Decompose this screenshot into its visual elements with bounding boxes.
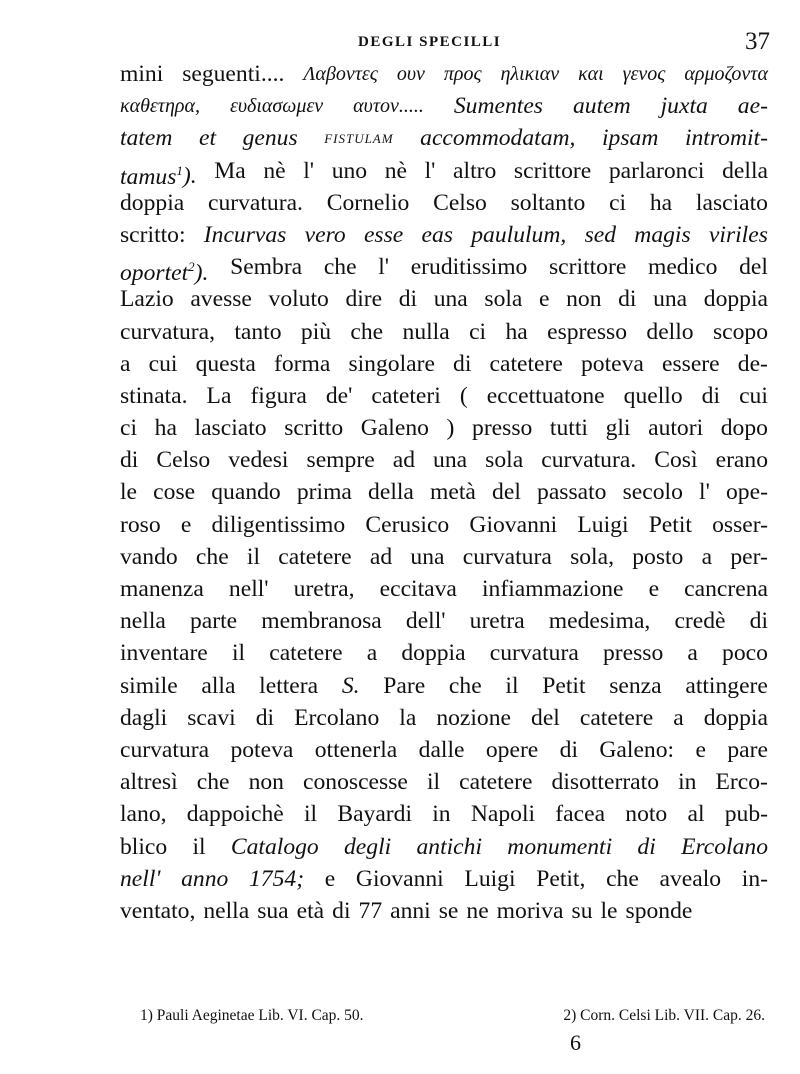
word: passato [537, 479, 607, 506]
word: de- [737, 350, 768, 377]
word: Così [654, 447, 698, 474]
word: più [300, 318, 332, 345]
word: avesse [190, 286, 252, 313]
word: non [248, 769, 284, 796]
word: scritto [284, 415, 344, 442]
running-head: DEGLI SPECILLI [358, 34, 502, 50]
word: eccettuatone [486, 382, 605, 409]
word: dalle [418, 736, 465, 763]
word: del [492, 479, 521, 506]
word: Celso [156, 447, 211, 474]
word: l' [424, 157, 436, 184]
text-line [120, 380, 768, 412]
text-line [120, 863, 768, 895]
word: del [531, 704, 560, 731]
word: che [195, 543, 229, 570]
word: cui [148, 350, 178, 377]
text-line [120, 122, 768, 154]
word: il [505, 672, 519, 699]
word: in [678, 769, 697, 796]
word: infiammazione [482, 576, 624, 602]
word: attingere [685, 672, 768, 699]
word: disotterrato [551, 769, 659, 796]
word: προς [443, 63, 482, 85]
word: ευδιασωμεν [229, 95, 324, 118]
word: che [448, 672, 482, 699]
word: opere [485, 736, 539, 763]
word: seguenti.... [182, 61, 285, 87]
text-line [120, 251, 768, 286]
word: figura [250, 382, 307, 409]
word: e [695, 736, 706, 763]
word: avealo [659, 865, 722, 892]
page-number: 37 [745, 28, 770, 55]
text-line [120, 637, 768, 669]
text-line [120, 509, 768, 541]
word: juxta [660, 93, 708, 120]
word: della [368, 479, 414, 506]
word: doppia [703, 286, 768, 313]
word: tanto [234, 318, 282, 345]
text-line [120, 476, 768, 508]
word: di [332, 897, 351, 924]
word: e [180, 511, 192, 538]
word: Bayardi [337, 801, 413, 828]
word: Galeno [360, 415, 429, 442]
word: 77 [358, 897, 383, 924]
word: curvatura [120, 736, 210, 763]
word: lasciato [194, 415, 267, 442]
text-line [120, 316, 768, 348]
word: che [323, 254, 357, 281]
word: anno [181, 865, 229, 892]
word: poco [722, 640, 768, 667]
word: roso [120, 511, 161, 538]
word: sponde [625, 897, 693, 924]
word: Cornelio [326, 189, 410, 216]
word: ha [505, 318, 528, 345]
word: scavi [187, 704, 236, 731]
word: parlaronci [608, 157, 705, 184]
word: Incurvas [203, 221, 287, 248]
word: cose [153, 479, 196, 506]
word: il [303, 801, 318, 828]
word: e [539, 286, 550, 313]
word: Napoli [470, 801, 536, 828]
word: età [296, 897, 325, 924]
word: curvatura [462, 543, 552, 570]
word: eruditissimo [410, 254, 528, 281]
word: lettera [259, 672, 319, 699]
word: su [571, 897, 593, 924]
word: genus [242, 125, 298, 152]
word: medico [647, 254, 718, 281]
text-line [120, 283, 768, 315]
word: sola, [570, 543, 614, 570]
word: sola [485, 447, 524, 474]
word: di [120, 447, 139, 474]
word: uretra, [293, 576, 355, 602]
word: tatem [120, 125, 173, 152]
word: che [196, 769, 230, 796]
word: Erco- [715, 769, 768, 796]
word: autem [572, 93, 631, 120]
word: Sumentes [453, 93, 543, 120]
word: nell' [120, 865, 161, 892]
word: curvatura. [207, 189, 303, 216]
word: soltanto [510, 189, 586, 216]
text-line [120, 541, 768, 573]
word: inventare [120, 640, 208, 667]
word: conoscesse [303, 769, 408, 796]
word: manenza [120, 576, 204, 602]
word: ). [182, 163, 197, 190]
word: che [350, 318, 384, 345]
word: voluto [268, 286, 329, 313]
text-line [120, 798, 768, 830]
word: blico [120, 833, 168, 860]
word: ae- [737, 93, 768, 120]
word: monumenti [507, 833, 613, 860]
word: lano, [120, 801, 167, 828]
word: ipsam [602, 125, 659, 152]
word: Luigi [577, 511, 629, 538]
signature-mark: 6 [570, 1030, 581, 1055]
text-line [120, 412, 768, 444]
word: nulla [402, 318, 450, 345]
word: moriva [496, 897, 564, 924]
word: dell' [405, 608, 446, 635]
word: di [749, 608, 768, 635]
word: Sembra [230, 254, 303, 281]
word: curvatura [489, 640, 579, 667]
word: nè [263, 157, 286, 184]
word: ουν [396, 63, 425, 85]
word: vedesi [228, 447, 289, 474]
word: a [701, 543, 713, 570]
footnote-ref: 2 [188, 259, 195, 275]
word: La [206, 382, 232, 409]
word: tutti [549, 415, 588, 442]
word: il [231, 640, 246, 667]
word: oportet$^2$). [120, 251, 208, 283]
word: simile [120, 672, 178, 699]
word: pub- [724, 801, 768, 828]
word: Ercolano [294, 704, 380, 731]
word: αυτον..... [353, 95, 424, 118]
word: intromit- [684, 125, 768, 152]
word: tamus$^1$). [120, 155, 197, 187]
word: alla [201, 672, 236, 699]
word: Pare [383, 672, 426, 699]
word: stinata. [120, 382, 188, 409]
word: Lazio [120, 286, 174, 313]
word: non [566, 286, 602, 313]
text-line [120, 605, 768, 637]
word: gli [605, 415, 631, 442]
footnote-1: 1) Pauli Aeginetae Lib. VI. Cap. 50. [140, 1007, 364, 1024]
word: Giovanni [469, 511, 558, 538]
word: di [559, 736, 579, 763]
word: ope- [726, 479, 768, 506]
word: il [192, 833, 206, 860]
word: una [653, 286, 688, 313]
word: poteva [580, 350, 644, 377]
word: Cerusico [365, 511, 450, 538]
word: nè [384, 157, 407, 184]
word: ha [649, 189, 673, 216]
word: altro [453, 157, 497, 184]
word: della [722, 157, 768, 184]
word: lasciato [695, 189, 768, 216]
word: ad [369, 543, 393, 570]
word: ad [392, 447, 415, 474]
word: autori [648, 415, 704, 442]
word: a [673, 704, 684, 731]
word: Giovanni [355, 865, 444, 892]
word: le [600, 897, 618, 924]
word: catetere [489, 350, 563, 377]
word: cateteri [371, 382, 441, 409]
word: una [410, 543, 445, 570]
word: ηλικιαν [500, 63, 560, 85]
word: metà [430, 479, 476, 506]
word: viriles [708, 221, 768, 248]
text-line [120, 155, 768, 190]
word: l' [699, 479, 710, 506]
word: di [701, 382, 721, 409]
text-line [120, 573, 768, 605]
word: ). [194, 259, 209, 286]
word: Petit [542, 672, 586, 699]
word: vero [304, 221, 346, 248]
word: dagli [120, 704, 168, 731]
word: sua [257, 897, 289, 924]
word: in [432, 801, 451, 828]
word: ventato, [120, 897, 196, 924]
word: il [246, 543, 261, 570]
word: osser- [712, 511, 768, 538]
word: anni [390, 897, 431, 924]
word: uretra [469, 608, 525, 635]
word: καθετηρα, [120, 95, 200, 118]
word: mini [120, 61, 164, 87]
word: doppia [401, 640, 466, 667]
word: poteva [230, 736, 294, 763]
word: catetere [278, 543, 352, 570]
word: sed [584, 221, 617, 248]
word: nell' [228, 576, 269, 602]
word: γενος [622, 63, 666, 85]
word: altresì [120, 769, 178, 796]
text-line [120, 670, 768, 702]
word: Catalogo [230, 833, 319, 860]
text-line [120, 187, 768, 219]
word: αρμοζοντα [684, 63, 768, 85]
word: et [198, 125, 217, 152]
body-text [120, 58, 768, 927]
word: a [120, 350, 131, 377]
word: credè [674, 608, 726, 635]
word: nella [120, 608, 166, 635]
word: pare [727, 736, 768, 763]
text-line [120, 702, 768, 734]
word: catetere [459, 769, 533, 796]
footnotes [140, 1007, 765, 1025]
word: a [687, 640, 698, 667]
word: esse [363, 221, 404, 248]
word: espresso [547, 318, 628, 345]
word: dappoichè [186, 801, 284, 828]
word: Ercolano [681, 833, 768, 860]
word: dire [345, 286, 383, 313]
word: di [255, 704, 275, 731]
text-line [120, 58, 768, 90]
word: posto [632, 543, 684, 570]
word: una [433, 286, 468, 313]
word: la [399, 704, 417, 731]
word: curvatura. [541, 447, 637, 474]
word: e [648, 576, 660, 602]
word: fistulam [324, 127, 394, 149]
word: l' [378, 254, 390, 281]
word: ci [609, 189, 627, 216]
word: cui [739, 382, 768, 409]
word: και [578, 63, 604, 85]
word: una [433, 447, 468, 474]
word: scrittore [513, 157, 592, 184]
word: uno [331, 157, 368, 184]
word: di [637, 833, 656, 860]
word: forma [273, 350, 331, 377]
word: degli [344, 833, 392, 860]
word: catetere [269, 640, 343, 667]
word: dopo [720, 415, 768, 442]
word: Galeno: [599, 736, 675, 763]
word: facea [555, 801, 606, 828]
word: membranosa [261, 608, 382, 635]
word: ci [120, 415, 138, 442]
word: di [398, 286, 418, 313]
word: al [687, 801, 705, 828]
word: presso [602, 640, 664, 667]
text-line [120, 734, 768, 766]
word: Luigi [464, 865, 516, 892]
word: presso [472, 415, 533, 442]
word: a [366, 640, 378, 667]
text-line [120, 348, 768, 380]
word: secolo [622, 479, 683, 506]
word: ci [469, 318, 487, 345]
word: prima [296, 479, 352, 506]
word: scopo [712, 318, 768, 345]
word: quello [623, 382, 683, 409]
text-line [120, 219, 768, 251]
word: Celso [433, 189, 487, 216]
word: erano [715, 447, 768, 474]
word: senza [609, 672, 662, 699]
word: Petit, [536, 865, 586, 892]
footnote-2: 2) Corn. Celsi Lib. VII. Cap. 26. [563, 1007, 765, 1024]
word: in- [741, 865, 768, 892]
text-line [120, 895, 768, 927]
word: doppia [703, 704, 768, 731]
word: di [618, 286, 637, 313]
word: doppia [120, 189, 185, 216]
word: ottenerla [314, 736, 398, 763]
word: dello [646, 318, 694, 345]
word: eas [421, 221, 453, 248]
word: questa [195, 350, 256, 377]
word: 1754; [249, 865, 305, 892]
word: Λαβοντες [303, 63, 378, 85]
word: parte [189, 608, 238, 635]
word: scritto: [120, 221, 186, 248]
word: di [453, 350, 472, 377]
word: Ma [214, 157, 246, 184]
word: e [324, 865, 336, 892]
word: essere [662, 350, 720, 377]
word: sempre [306, 447, 375, 474]
word: quando [211, 479, 281, 506]
word: ne [466, 897, 489, 924]
word: ) [446, 415, 455, 442]
text-line [120, 444, 768, 476]
word: de' [325, 382, 353, 409]
text-line [120, 766, 768, 798]
word: se [438, 897, 459, 924]
word: nella [203, 897, 250, 924]
word: sola [484, 286, 523, 313]
word: catetere [579, 704, 654, 731]
word: magis [634, 221, 691, 248]
word: ( [459, 382, 468, 409]
word: S. [341, 672, 360, 699]
word: per- [730, 543, 768, 570]
word: del [739, 254, 768, 281]
word: ha [154, 415, 177, 442]
word: diligentissimo [211, 511, 346, 538]
word: accommodatam, [420, 125, 576, 152]
word: curvatura, [120, 318, 215, 345]
word: Petit [648, 511, 692, 538]
word: eccitava [379, 576, 457, 602]
word: che [606, 865, 639, 892]
word: paululum, [471, 221, 567, 248]
word: antichi [416, 833, 482, 860]
footnote-ref: 1 [176, 162, 183, 178]
word: scrittore [549, 254, 627, 281]
word: l' [303, 157, 315, 184]
word: vando [120, 543, 178, 570]
word: cancrena [684, 576, 768, 602]
word: nozione [436, 704, 511, 731]
word: il [426, 769, 441, 796]
text-line [120, 831, 768, 863]
word: singolare [348, 350, 435, 377]
word: medesima, [548, 608, 651, 635]
word: le [120, 479, 138, 506]
text-line [120, 90, 768, 122]
word: noto [625, 801, 668, 828]
